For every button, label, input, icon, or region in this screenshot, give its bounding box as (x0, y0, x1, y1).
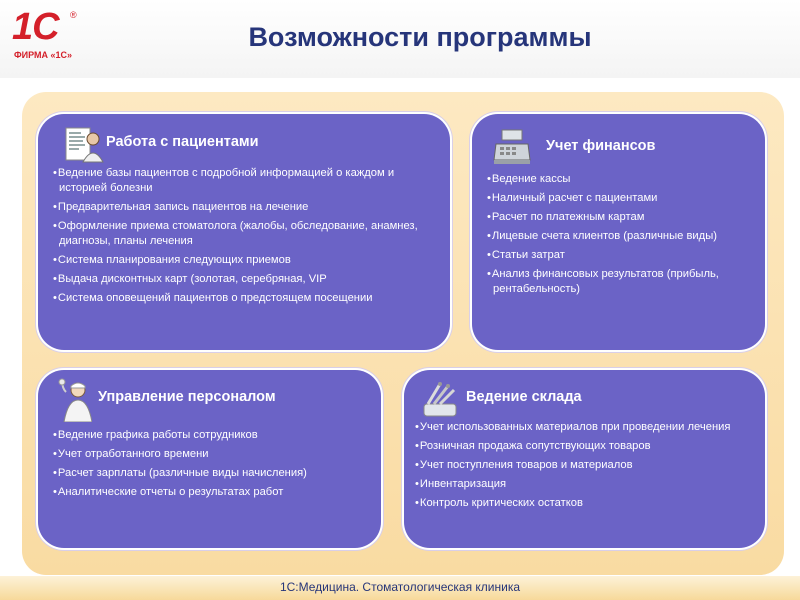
list-item: • Предварительная запись пациентов на лечение (52, 200, 422, 215)
list-item: • Система оповещений пациентов о предстоящем посещении (52, 291, 422, 306)
list-item: • Выдача дисконтных карт (золотая, серебряная, VIP (52, 272, 422, 287)
list-item: • Система планирования следующих приемов (52, 253, 422, 268)
list-item: • Учет поступления товаров и материалов (414, 458, 752, 473)
list-item: • Расчет зарплаты (различные виды начисления) (52, 466, 372, 481)
card-staff-list (52, 428, 372, 504)
footer-caption: 1С:Медицина. Стоматологическая клиника (279, 580, 521, 594)
logo-firm-name: ФИРМА «1С» (14, 50, 73, 60)
page-title: Возможности программы (248, 22, 592, 52)
card-patients-title: Работа с пациентами (106, 134, 259, 150)
card-staff-title: Управление персоналом (98, 389, 276, 405)
list-item: • Ведение графика работы сотрудников (52, 428, 372, 443)
list-item: • Ведение кассы (486, 172, 748, 187)
list-item: • Оформление приема стоматолога (жалобы, обследование, анамнез, диагнозы, планы лечения (52, 219, 422, 249)
list-item: • Статьи затрат (486, 248, 748, 263)
patient-card-icon (64, 124, 104, 164)
card-patients-list (52, 166, 422, 310)
list-item: • Аналитические отчеты о результатах работ (52, 485, 372, 500)
logo-registered-mark: ® (70, 10, 77, 20)
card-warehouse-title: Ведение склада (466, 389, 582, 405)
list-item: • Расчет по платежным картам (486, 210, 748, 225)
card-finance-list (486, 172, 748, 301)
list-item: • Наличный расчет с пациентами (486, 191, 748, 206)
card-finance (472, 114, 765, 350)
list-item: • Контроль критических остатков (414, 496, 752, 511)
list-item: • Инвентаризация (414, 477, 752, 492)
card-finance-title: Учет финансов (546, 138, 656, 154)
list-item: • Анализ финансовых результатов (прибыль, рентабельность) (486, 267, 748, 297)
cash-register-icon (492, 126, 532, 166)
card-warehouse-list (414, 420, 752, 515)
card-warehouse (404, 370, 765, 548)
card-staff (38, 370, 381, 548)
list-item: • Учет использованных материалов при проведении лечения (414, 420, 752, 435)
dental-tools-icon (420, 380, 460, 420)
list-item: • Ведение базы пациентов с подробной информацией о каждом и историей болезни (52, 166, 422, 196)
card-patients (38, 114, 450, 350)
doctor-icon (56, 378, 92, 422)
list-item: • Учет отработанного времени (52, 447, 372, 462)
list-item: • Розничная продажа сопутствующих товаров (414, 439, 752, 454)
logo-mark: 1С (12, 6, 59, 48)
list-item: • Лицевые счета клиентов (различные виды) (486, 229, 748, 244)
